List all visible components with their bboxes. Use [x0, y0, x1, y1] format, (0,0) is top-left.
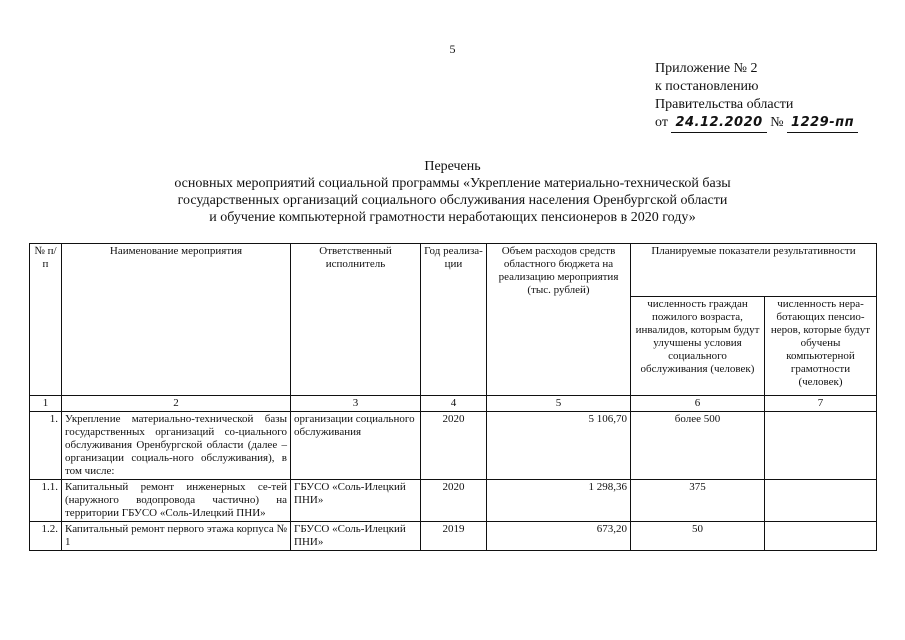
column-number: 6	[631, 396, 765, 412]
header-indicator-1: численность граждан пожилого возраста, инвалидов, которым будут улучшены условия социального обслуживания (человек)	[631, 297, 765, 396]
number-label: №	[770, 115, 784, 130]
row-budget: 5 106,70	[487, 412, 631, 480]
appendix-date-line	[655, 114, 858, 133]
header-name: Наименование мероприятия	[62, 244, 291, 396]
row-name: Капитальный ремонт первого этажа корпуса № 1	[62, 522, 291, 551]
title-line-3: государственных организаций социального обслуживания населения Оренбургской области	[177, 193, 728, 208]
row-indicator-1: 50	[631, 522, 765, 551]
row-year: 2020	[421, 480, 487, 522]
row-indicator-2	[765, 412, 877, 480]
measures-table	[29, 243, 877, 551]
header-indicators: Планируемые показатели результативности	[631, 244, 877, 297]
row-executor: ГБУСО «Соль-Илецкий ПНИ»	[291, 480, 421, 522]
row-year: 2020	[421, 412, 487, 480]
row-indicator-2	[765, 480, 877, 522]
handwritten-number: 1229-пп	[787, 114, 858, 133]
table-row	[30, 480, 877, 522]
column-number: 1	[30, 396, 62, 412]
row-no: 1.1.	[30, 480, 62, 522]
row-name: Укрепление материально-технической базы государственных организаций со-циального обслуживания Оренбургской области (далее – организации социаль-ного обслуживания), в том числе:	[62, 412, 291, 480]
column-number: 2	[62, 396, 291, 412]
header-executor: Ответственный исполнитель	[291, 244, 421, 396]
row-no: 1.2.	[30, 522, 62, 551]
appendix-block	[655, 60, 858, 133]
appendix-line-1: Приложение № 2	[655, 61, 758, 76]
row-indicator-2	[765, 522, 877, 551]
page-number: 5	[449, 42, 456, 56]
column-number: 3	[291, 396, 421, 412]
row-year: 2019	[421, 522, 487, 551]
column-number: 5	[487, 396, 631, 412]
row-budget: 673,20	[487, 522, 631, 551]
appendix-line-2: к постановлению	[655, 79, 759, 94]
row-name: Капитальный ремонт инженерных се-тей (наружного водопровода частично) на территории ГБУСО «Соль-Илецкий ПНИ»	[62, 480, 291, 522]
row-no: 1.	[30, 412, 62, 480]
table-row	[30, 522, 877, 551]
header-indicator-2: численность нера-ботающих пенсио-неров, которые будут обучены компьютерной грамотности (человек)	[765, 297, 877, 396]
column-number-row	[30, 396, 877, 412]
handwritten-date: 24.12.2020	[671, 114, 766, 133]
from-label: от	[655, 115, 668, 130]
row-indicator-1: более 500	[631, 412, 765, 480]
table-row	[30, 412, 877, 480]
column-number: 4	[421, 396, 487, 412]
title-line-4: и обучение компьютерной грамотности неработающих пенсионеров в 2020 году»	[209, 210, 696, 225]
row-executor: организации социального обслуживания	[291, 412, 421, 480]
header-no: № п/п	[30, 244, 62, 396]
header-budget: Объем расходов средств областного бюджета на реализацию мероприятия (тыс. рублей)	[487, 244, 631, 396]
title-line-2: основных мероприятий социальной программы «Укрепление материально-технической базы	[174, 176, 731, 191]
row-indicator-1: 375	[631, 480, 765, 522]
title-line-1: Перечень	[424, 159, 481, 174]
row-budget: 1 298,36	[487, 480, 631, 522]
document-title	[60, 158, 845, 226]
header-year: Год реализа-ции	[421, 244, 487, 396]
row-executor: ГБУСО «Соль-Илецкий ПНИ»	[291, 522, 421, 551]
appendix-line-3: Правительства области	[655, 97, 794, 112]
column-number: 7	[765, 396, 877, 412]
header-row-1	[30, 244, 877, 297]
